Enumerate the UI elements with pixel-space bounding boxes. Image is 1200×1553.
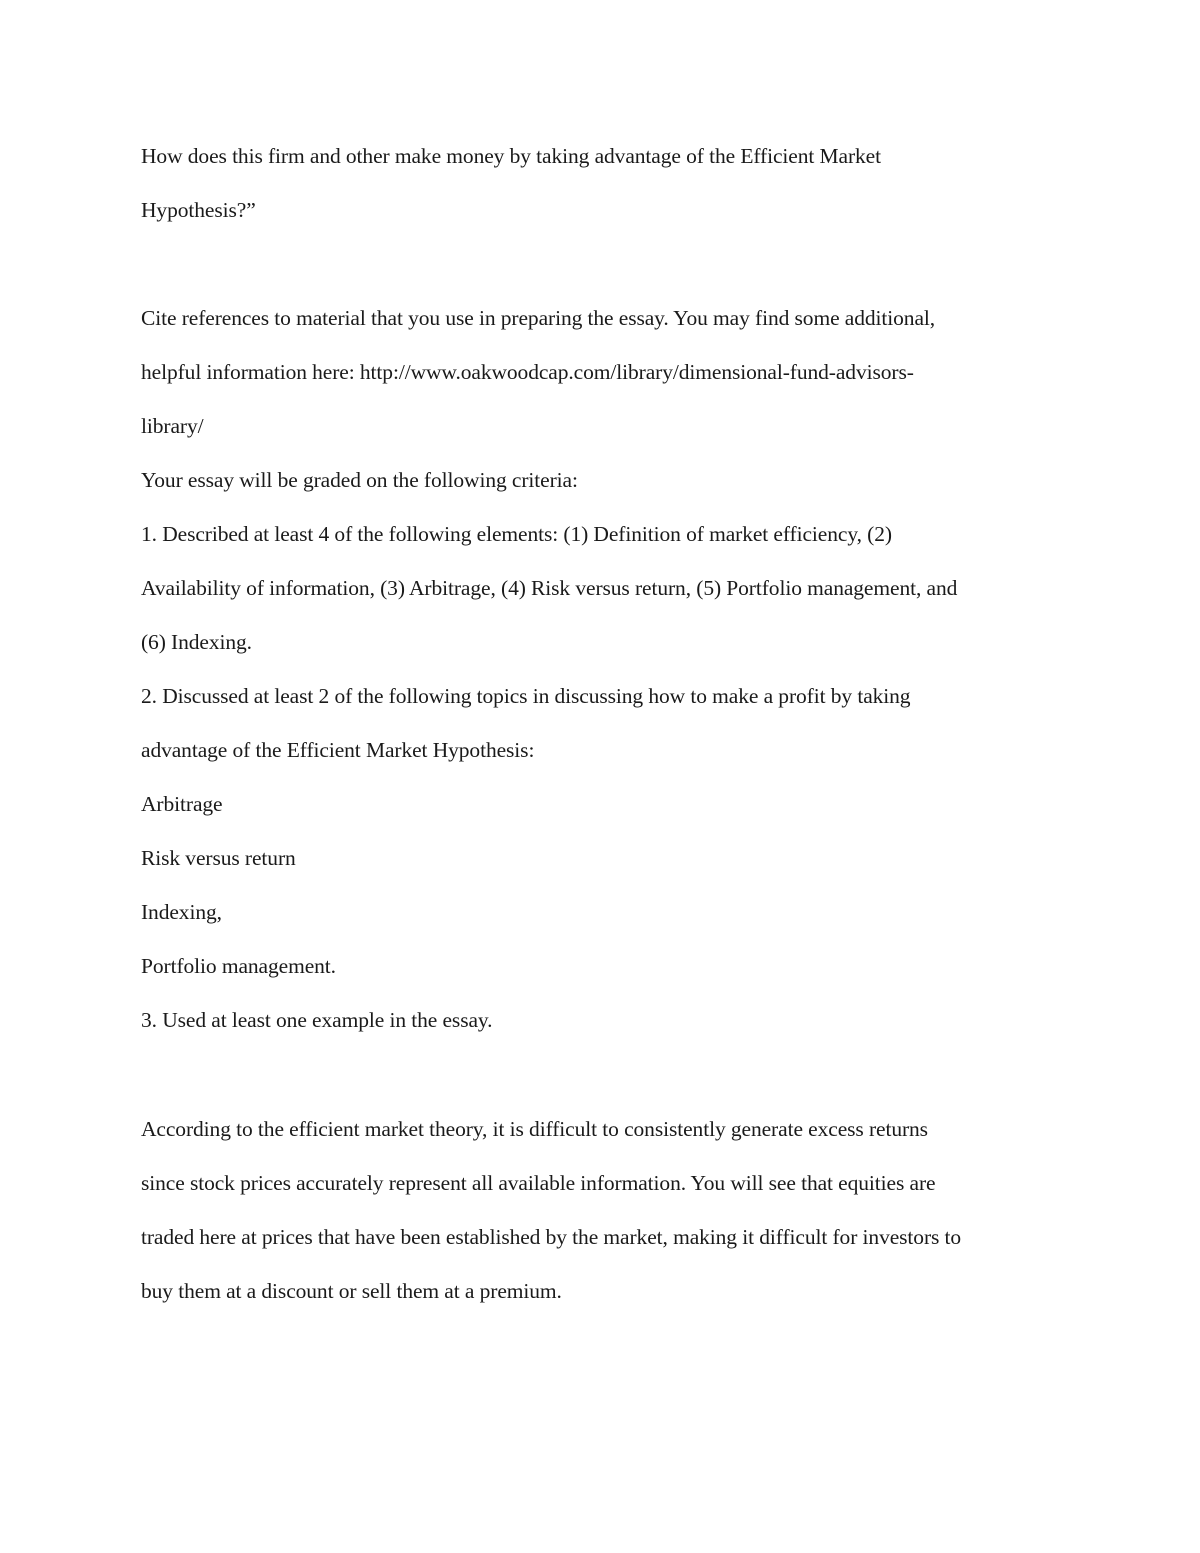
criteria-item-3: 3. Used at least one example in the essay.	[141, 1008, 493, 1032]
topic-risk-versus-return: Risk versus return	[141, 846, 296, 870]
answer-line-2: since stock prices accurately represent all available information. You will see that equities are	[141, 1171, 936, 1195]
criteria-item-1-line-1: 1. Described at least 4 of the following elements: (1) Definition of market efficiency, (2)	[141, 522, 892, 546]
criteria-item-1-line-2: Availability of information, (3) Arbitrage, (4) Risk versus return, (5) Portfolio management, and	[141, 576, 958, 600]
answer-line-4: buy them at a discount or sell them at a premium.	[141, 1279, 562, 1303]
question-line-2: Hypothesis?”	[141, 198, 256, 222]
criteria-item-2-line-2: advantage of the Efficient Market Hypothesis:	[141, 738, 535, 762]
criteria-item-2-line-1: 2. Discussed at least 2 of the following topics in discussing how to make a profit by taking	[141, 684, 911, 708]
criteria-item-1-line-3: (6) Indexing.	[141, 630, 252, 654]
instructions-line-1: Cite references to material that you use in preparing the essay. You may find some additional,	[141, 306, 936, 330]
instructions-line-3: library/	[141, 414, 204, 438]
topic-indexing: Indexing,	[141, 900, 222, 924]
instructions-line-2: helpful information here: http://www.oakwoodcap.com/library/dimensional-fund-advisors-	[141, 360, 914, 384]
question-line-1: How does this firm and other make money by taking advantage of the Efficient Market	[141, 144, 882, 168]
criteria-intro: Your essay will be graded on the following criteria:	[141, 468, 578, 492]
answer-line-1: According to the efficient market theory, it is difficult to consistently generate excess returns	[141, 1117, 928, 1141]
topic-arbitrage: Arbitrage	[141, 792, 223, 816]
answer-line-3: traded here at prices that have been established by the market, making it difficult for investors to	[141, 1225, 962, 1249]
topic-portfolio-management: Portfolio management.	[141, 954, 336, 978]
